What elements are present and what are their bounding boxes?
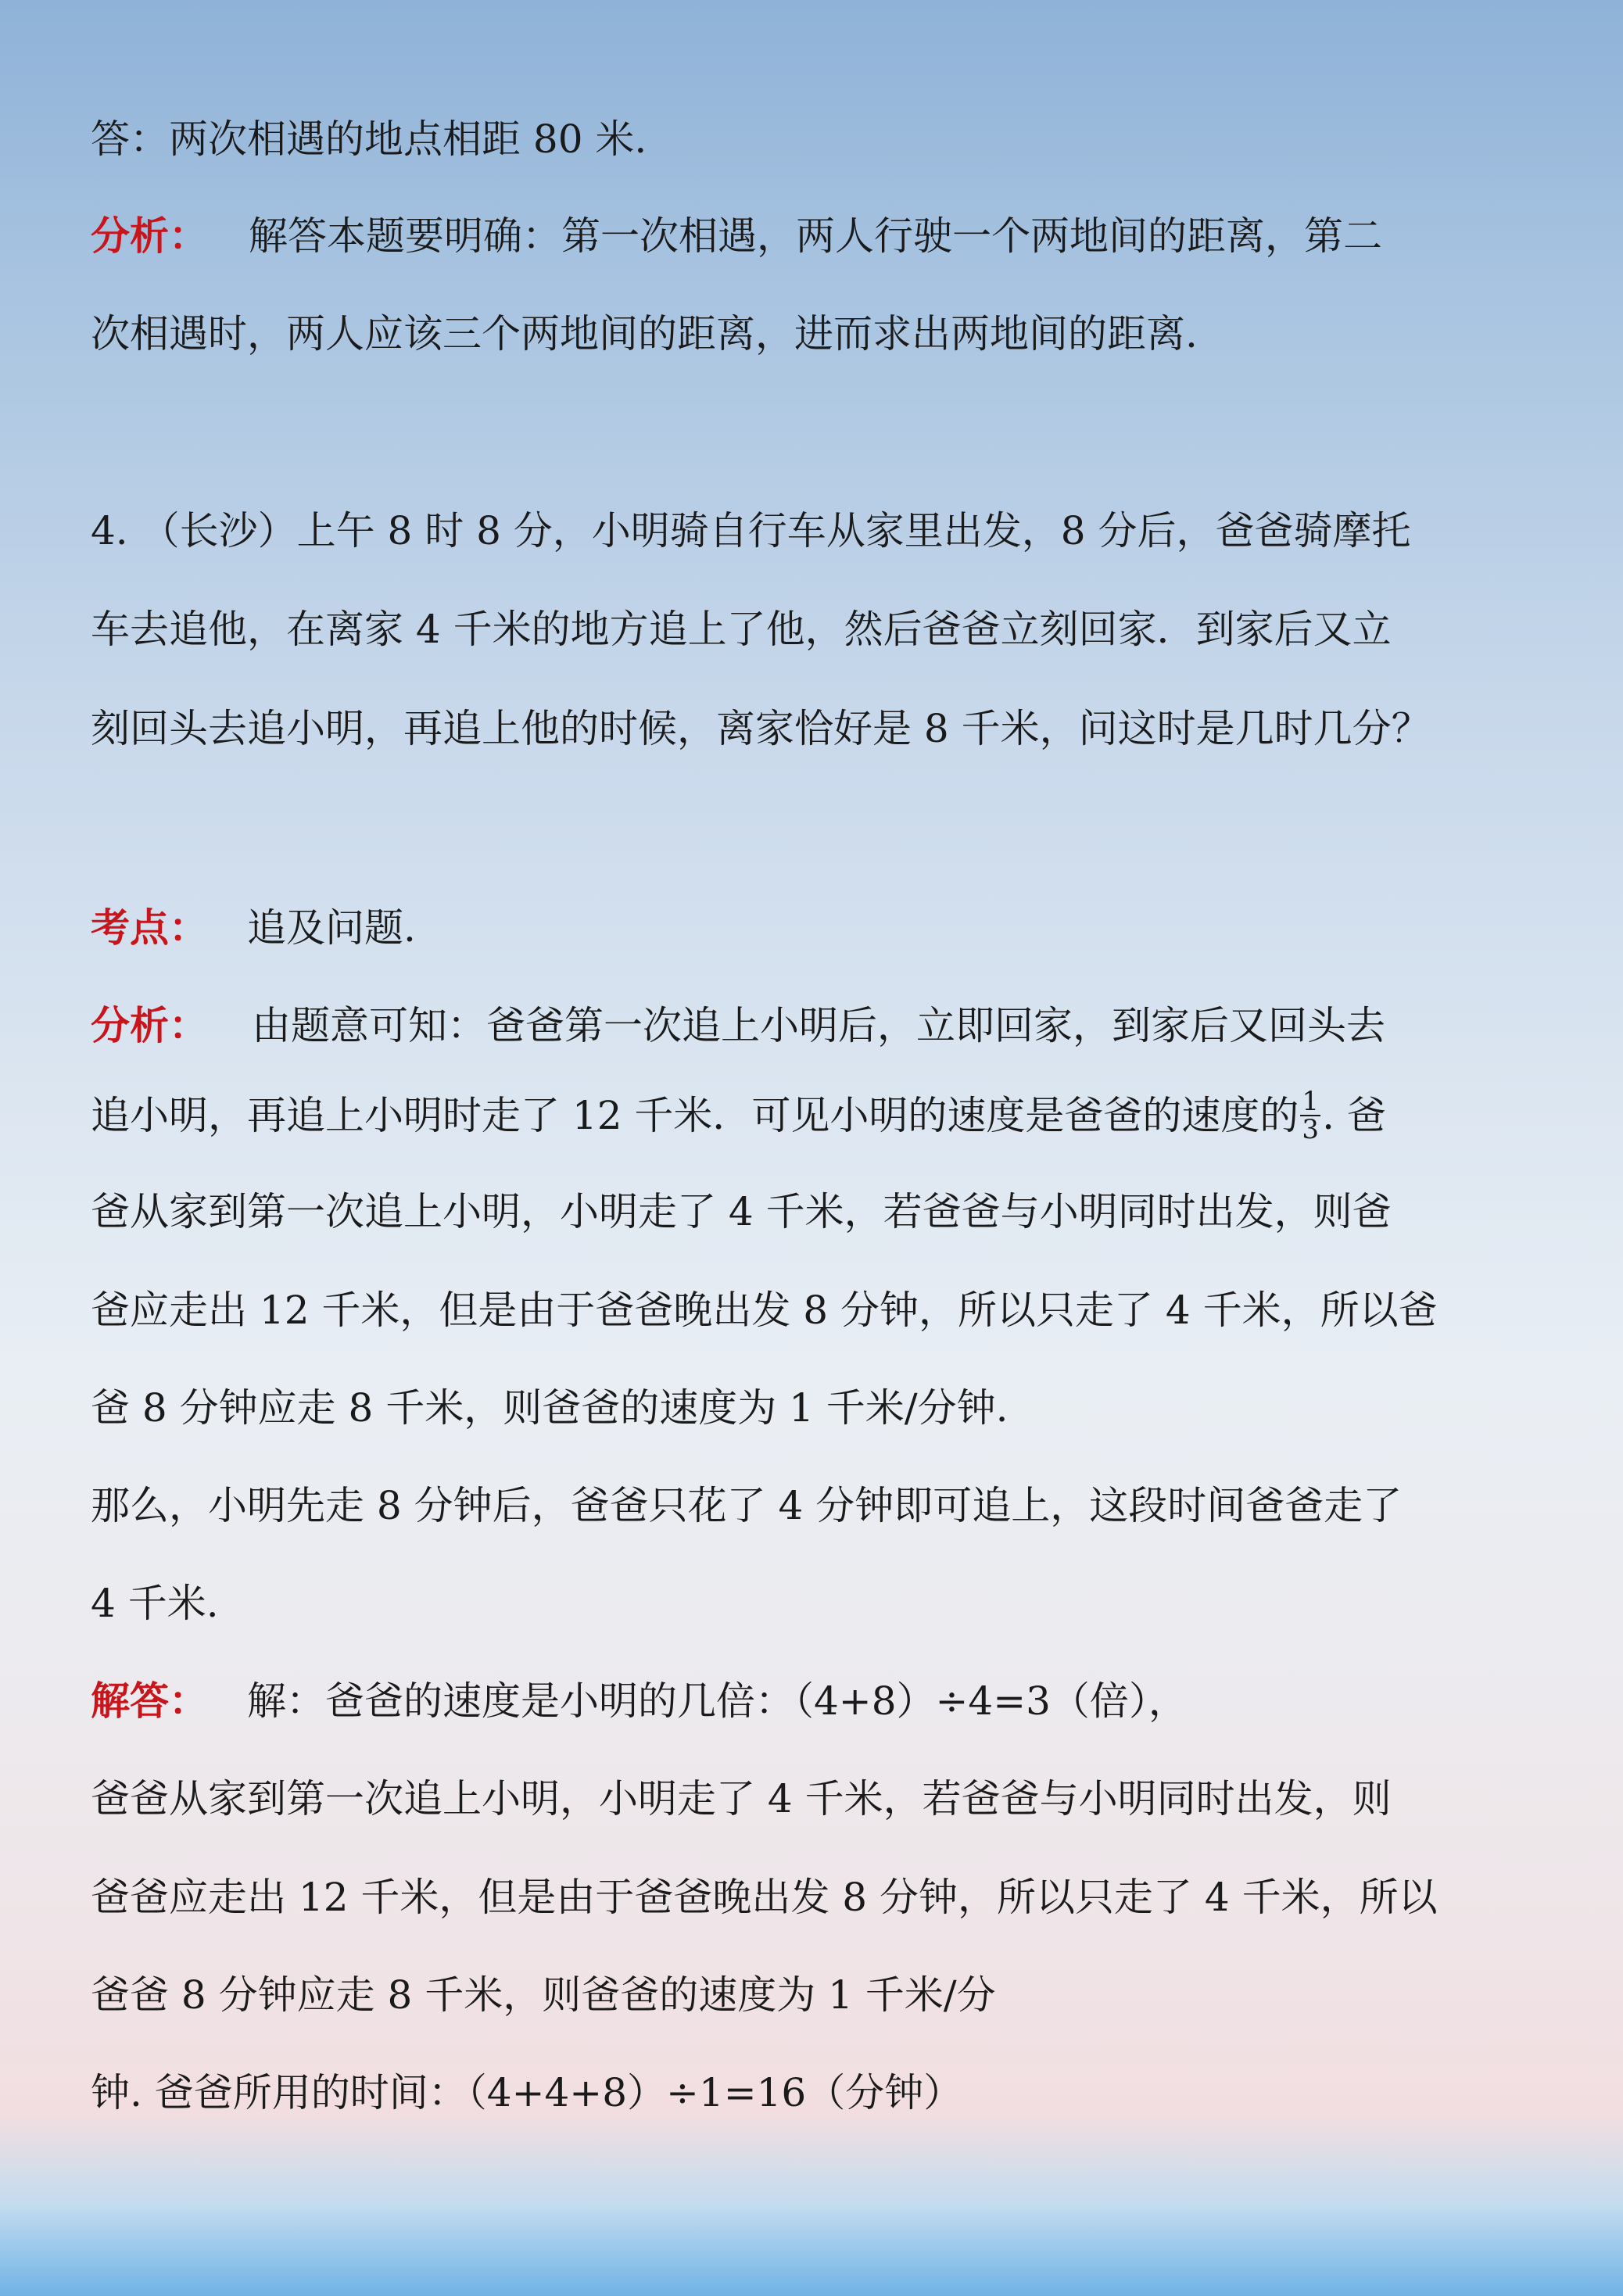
fraction-one-third — [1300, 1088, 1320, 1143]
analysis-4-line-4: 爸应走出 12 千米，但是由于爸爸晚出发 8 分钟，所以只走了 4 千米，所以爸 — [91, 1288, 1438, 1333]
analysis-4-label: 分析： — [91, 1002, 208, 1048]
solution-4-line-5: 钟. 爸爸所用的时间：（4+4+8）÷1=16（分钟） — [91, 2070, 963, 2115]
analysis-4-text-2b: . 爸 — [1322, 1093, 1386, 1138]
analysis-4-line-7: 4 千米. — [91, 1581, 219, 1626]
fraction-denominator: 3 — [1302, 1114, 1320, 1145]
kaodian-label: 考点： — [91, 904, 208, 951]
solution-4-line-3: 爸爸应走出 12 千米，但是由于爸爸晚出发 8 分钟，所以只走了 4 千米，所以 — [91, 1875, 1438, 1920]
problem-4-line-2: 车去追他，在离家 4 千米的地方追上了他，然后爸爸立刻回家．到家后又立 — [91, 607, 1392, 652]
analysis-prev-text-1: 解答本题要明确：第一次相遇，两人行驶一个两地间的距离，第二 — [249, 213, 1382, 259]
kaodian-text: 追及问题. — [247, 905, 416, 951]
analysis-4-text-1: 由题意可知：爸爸第一次追上小明后，立即回家，到家后又回头去 — [252, 1003, 1385, 1048]
analysis-4-line-5: 爸 8 分钟应走 8 千米，则爸爸的速度为 1 千米/分钟. — [91, 1385, 1009, 1431]
kaodian-line — [91, 904, 416, 951]
solution-4-label: 解答： — [91, 1678, 208, 1724]
fraction-numerator: 1 — [1302, 1086, 1320, 1117]
solution-4-text-1: 解：爸爸的速度是小明的几倍：（4+8）÷4=3（倍）， — [247, 1678, 1188, 1724]
solution-4-line-4: 爸爸 8 分钟应走 8 千米，则爸爸的速度为 1 千米/分 — [91, 1972, 996, 2018]
solution-4-line-2: 爸爸从家到第一次追上小明，小明走了 4 千米，若爸爸与小明同时出发，则 — [91, 1776, 1392, 1821]
answer-prev-line: 答：两次相遇的地点相距 80 米. — [91, 116, 647, 162]
problem-4-line-3: 刻回头去追小明，再追上他的时候，离家恰好是 8 千米，问这时是几时几分？ — [91, 706, 1431, 751]
solution-4-line-1 — [91, 1678, 1188, 1725]
analysis-prev-line-1 — [91, 213, 1382, 260]
analysis-4-text-2a: 追小明，再追上小明时走了 12 千米．可见小明的速度是爸爸的速度的 — [91, 1093, 1299, 1138]
analysis-4-line-6: 那么，小明先走 8 分钟后，爸爸只花了 4 分钟即可追上，这段时间爸爸走了 — [91, 1483, 1403, 1528]
analysis-4-line-2 — [91, 1086, 1386, 1146]
analysis-prev-line-2: 次相遇时，两人应该三个两地间的距离，进而求出两地间的距离. — [91, 311, 1198, 356]
analysis-4-line-1 — [91, 1002, 1385, 1049]
problem-4-line-1: 4. （长沙）上午 8 时 8 分，小明骑自行车从家里出发，8 分后，爸爸骑摩托 — [91, 508, 1411, 553]
analysis-4-line-3: 爸从家到第一次追上小明，小明走了 4 千米，若爸爸与小明同时出发，则爸 — [91, 1189, 1392, 1234]
analysis-prev-label: 分析： — [91, 213, 208, 259]
